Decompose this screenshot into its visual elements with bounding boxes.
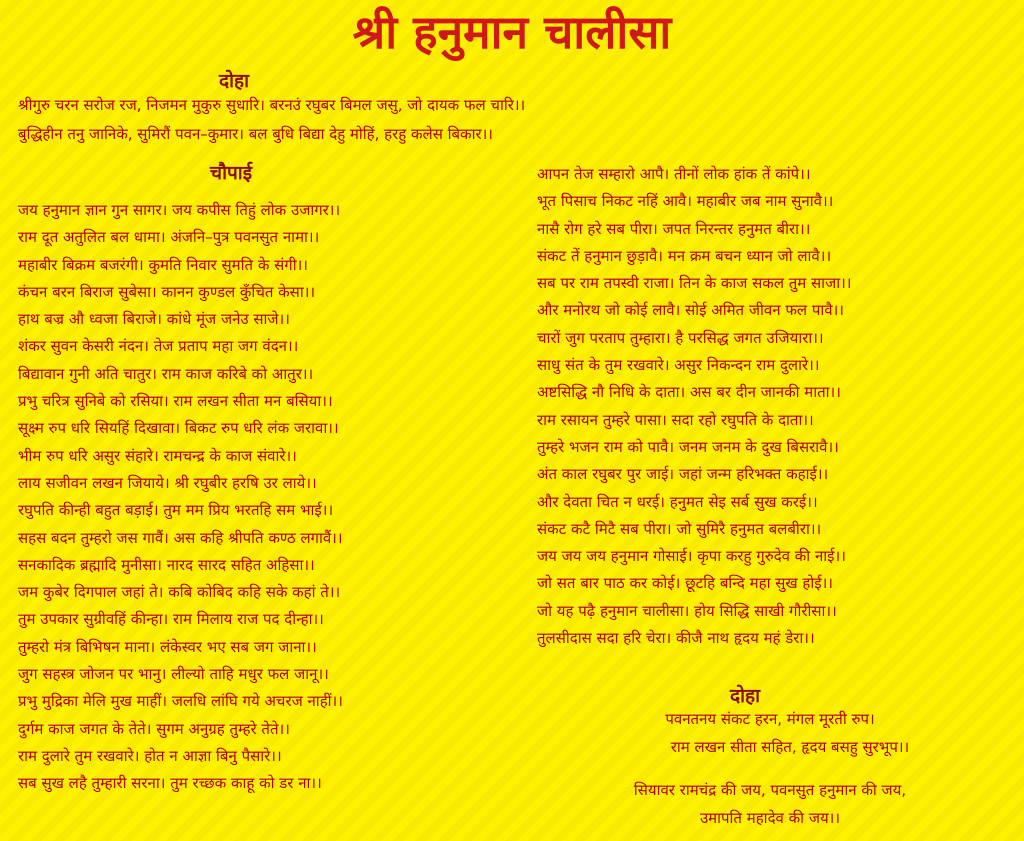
chaupai-line: भूत पिसाच निकट नहिं आवै। महाबीर जब नाम सुनावै।। bbox=[537, 192, 834, 211]
chaupai-line: बिद्यावान गुनी अति चातुर। राम काज करिबे को आतुर।। bbox=[18, 364, 314, 383]
chaupai-line: जुग सहस्त्र जोजन पर भानु। लील्यो ताहि मधुर फल जानू।। bbox=[18, 665, 329, 684]
page-title: श्री हनुमान चालीसा bbox=[352, 5, 672, 59]
chaupai-line: जम कुबेर दिगपाल जहां ते। कबि कोबिद कहि सके कहां ते।। bbox=[18, 583, 341, 602]
chaupai-line: रघुपति कीन्ही बहुत बड़ाई। तुम मम प्रिय भरतहि सम भाई।। bbox=[18, 501, 334, 520]
chaupai-line: हाथ बज्र औ ध्वजा बिराजे। कांधे मूंज जनेउ साजे।। bbox=[18, 310, 290, 329]
chaupai-line: महाबीर बिक्रम बजरंगी। कुमति निवार सुमति के संगी।। bbox=[18, 255, 308, 274]
chaupai-line: भीम रुप धरि असुर संहारे। रामचन्द्र के काज संवारे।। bbox=[18, 446, 297, 465]
chaupai-line: राम दूत अतुलित बल धामा। अंजनि–पुत्र पवनसुत नामा।। bbox=[18, 228, 320, 247]
chaupai-line: तुम्हरे भजन राम को पावै। जनम जनम के दुख बिसरावै।। bbox=[537, 437, 839, 456]
chaupai-line: तुलसीदास सदा हरि चेरा। कीजै नाथ हृदय महं डेरा।। bbox=[537, 629, 815, 648]
chaupai-line: तुम उपकार सुग्रीवहिं कीन्हा। राम मिलाय राज पद दीन्हा।। bbox=[18, 610, 324, 629]
chaupai-line: अष्टसिद्धि नौ निधि के दाता। अस बर दीन जानकी माता।। bbox=[537, 383, 841, 402]
chaupai-line: जय हनुमान ज्ञान गुन सागर। जय कपीस तिहुं लोक उजागर।। bbox=[18, 201, 341, 219]
chaupai-line: अंत काल रघुबर पुर जाई। जहां जन्म हरिभक्त कहाई।। bbox=[537, 465, 829, 484]
jaikara-line-1: सियावर रामचंद्र की जय, पवनसुत हनुमान की जय, bbox=[633, 781, 907, 799]
doha-heading: दोहा bbox=[219, 70, 250, 92]
chaupai-heading: चौपाई bbox=[210, 162, 253, 184]
chaupai-line: सब सुख लहै तुम्हारी सरना। तुम रच्छक काहू को डर ना।। bbox=[18, 774, 322, 793]
chaupai-line: कंचन बरन बिराज सुबेसा। कानन कुण्डल कुँचित केसा।। bbox=[18, 282, 316, 301]
chaupai-line: जो सत बार पाठ कर कोई। छूटहि बन्दि महा सुख होई।। bbox=[537, 574, 833, 593]
chaupai-line: प्रभु चरित्र सुनिबे को रसिया। राम लखन सीता मन बसिया।। bbox=[18, 392, 333, 411]
chaupai-line: राम दुलारे तुम रखवारे। होत न आज्ञा बिनु पैसारे।। bbox=[18, 746, 282, 765]
closing-doha-line-1: पवनतनय संकट हरन, मंगल मूरती रुप। bbox=[665, 710, 875, 728]
chaupai-line: प्रभु मुद्रिका मेलि मुख माहीं। जलधि लांघि गये अचरज नाहीं।। bbox=[18, 692, 343, 711]
jaikara-line-2: उमापति महादेव की जय।। bbox=[699, 809, 841, 827]
chaupai-line: दुर्गम काज जगत के तेते। सुगम अनुग्रह तुम्हरे तेते।। bbox=[18, 719, 290, 738]
chaupai-line: चारों जुग परताप तुम्हारा। है परसिद्ध जगत उजियारा।। bbox=[537, 328, 824, 347]
chaupai-line: सूक्ष्म रुप धरि सियहिं दिखावा। बिकट रुप धरि लंक जरावा।। bbox=[18, 419, 339, 438]
chaupai-line: संकट कटै मिटै सब पीरा। जो सुमिरै हनुमत बलबीरा।। bbox=[537, 519, 822, 538]
chaupai-line: साधु संत के तुम रखवारे। असुर निकन्दन राम दुलारे।। bbox=[537, 356, 820, 375]
doha-line-2: बुद्धिहीन तनु जानिके, सुमिरौं पवन–कुमार। बल बुधि बिद्या देहु मोहिं, हरहु कलेस बिकार।। bbox=[18, 125, 493, 143]
chaupai-right-column bbox=[537, 161, 851, 652]
chaupai-line: नासै रोग हरे सब पीरा। जपत निरन्तर हनुमत बीरा।। bbox=[537, 219, 811, 238]
chaupai-line: सब पर राम तपस्वी राजा। तिन के काज सकल तुम साजा।। bbox=[537, 274, 852, 293]
chaupai-line: लाय सजीवन लखन जियाये। श्री रघुबीर हरषि उर लाये।। bbox=[18, 473, 317, 492]
chaupai-line: और देवता चित न धरई। हनुमत सेइ सर्ब सुख करई।। bbox=[537, 492, 818, 511]
chaupai-line: राम रसायन तुम्हरे पासा। सदा रहो रघुपति के दाता।। bbox=[537, 410, 814, 429]
chaupai-left-column bbox=[18, 197, 343, 798]
chaupai-line: आपन तेज सम्हारो आपै। तीनों लोक हांक तें कांपे।। bbox=[537, 165, 811, 183]
doha-line-1: श्रीगुरु चरन सरोज रज, निजमन मुकुरु सुधारि। बरनउं रघुबर बिमल जसु, जो दायक फल चारि।। bbox=[18, 96, 526, 114]
chaupai-line: जय जय जय हनुमान गोसाई। कृपा करहु गुरुदेव की नाई।। bbox=[537, 547, 846, 566]
chaupai-line: संकट तें हनुमान छुड़ावै। मन क्रम बचन ध्यान जो लावै।। bbox=[537, 246, 832, 265]
closing-doha-line-2: राम लखन सीता सहित, हृदय बसहु सुरभूप।। bbox=[670, 738, 910, 756]
chaupai-line: सनकादिक ब्रह्मादि मुनीसा। नारद सारद सहित अहिसा।। bbox=[18, 555, 315, 574]
chaupai-line: शंकर सुवन केसरी नंदन। तेज प्रताप महा जग वंदन।। bbox=[18, 337, 299, 356]
chaupai-line: तुम्हरो मंत्र बिभिषन माना। लंकेस्वर भए सब जग जाना।। bbox=[18, 637, 317, 656]
chaupai-line: सहस बदन तुम्हरो जस गावैं। अस कहि श्रीपति कण्ठ लगावैं।। bbox=[18, 528, 343, 547]
closing-doha-heading: दोहा bbox=[730, 685, 761, 707]
chaupai-line: जो यह पढ़ै हनुमान चालीसा। होय सिद्धि साखी गौरीसा।। bbox=[537, 601, 837, 620]
chaupai-line: और मनोरथ जो कोई लावै। सोई अमित जीवन फल पावै।। bbox=[537, 301, 844, 320]
